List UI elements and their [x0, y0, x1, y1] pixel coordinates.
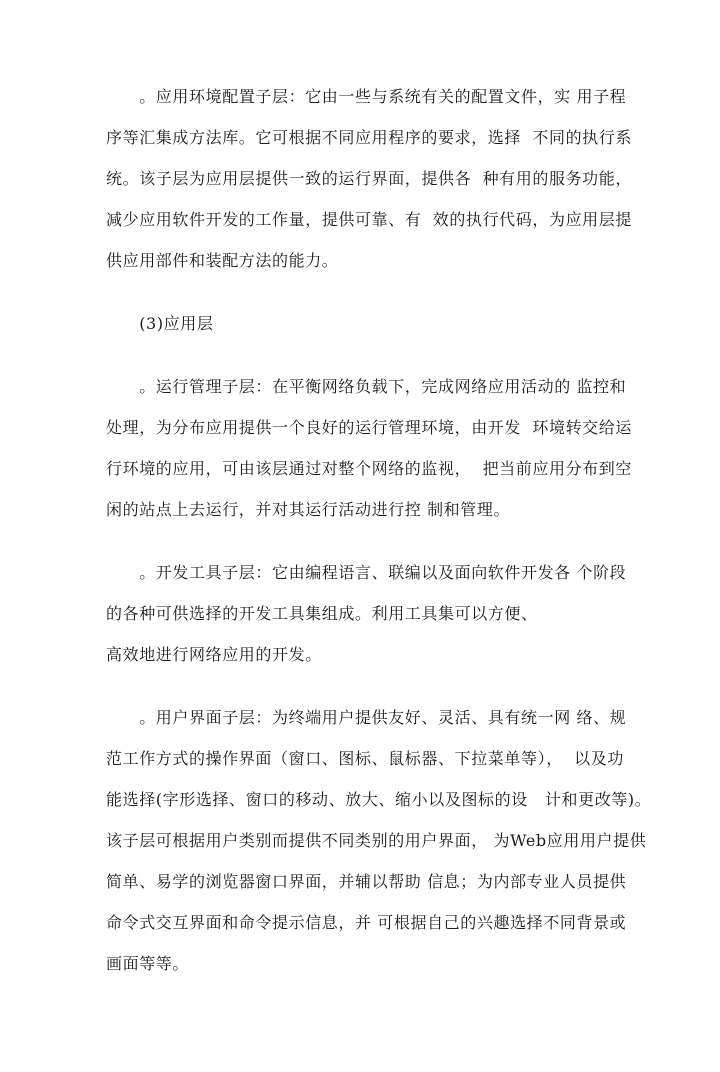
- heading-text: (3)应用层: [106, 314, 214, 333]
- text-line: 供应用部件和装配方法的能力。: [106, 251, 339, 270]
- text-line: 该子层可根据用户类别而提供不同类别的用户界面， 为Web应用用户提供: [106, 831, 647, 850]
- text-line: 统。该子层为应用层提供一致的运行界面，提供各 种有用的服务功能，: [106, 169, 632, 188]
- text-line: 行环境的应用，可由该层通过对整个网络的监视， 把当前应用分布到空: [106, 459, 632, 478]
- text-line: 序等汇集成方法库。它可根据不同应用程序的要求，选择 不同的执行系: [106, 128, 632, 147]
- text-line: 的各种可供选择的开发工具集组成。利用工具集可以方便、: [106, 604, 538, 623]
- text-line: 能选择(字形选择、窗口的移动、放大、缩小以及图标的设 计和更改等)。: [106, 790, 652, 809]
- text-line: 。开发工具子层：它由编程语言、联编以及面向软件开发各 个阶段: [106, 563, 627, 582]
- text-line: 处理，为分布应用提供一个良好的运行管理环境，由开发 环境转交给运: [106, 418, 632, 437]
- text-line: 画面等等。: [106, 954, 190, 973]
- text-line: 范工作方式的操作界面（窗口、图标、鼠标器、下拉菜单等）， 以及功: [106, 749, 624, 768]
- text-line: 。用户界面子层：为终端用户提供友好、灵活、具有统一网 络、规: [106, 708, 627, 727]
- text-line: 。运行管理子层：在平衡网络负载下，完成网络应用活动的 监控和: [106, 377, 627, 396]
- text-line: 简单、易学的浏览器窗口界面，并辅以帮助 信息；为内部专业人员提供: [106, 872, 627, 891]
- text-line: 减少应用软件开发的工作量，提供可靠、有 效的执行代码，为应用层提: [106, 210, 632, 229]
- text-line: 命令式交互界面和命令提示信息，并 可根据自己的兴趣选择不同背景或: [106, 913, 627, 932]
- text-line: 。应用环境配置子层：它由一些与系统有关的配置文件，实 用子程: [106, 87, 627, 106]
- text-line: 高效地进行网络应用的开发。: [106, 645, 322, 664]
- text-line: 闲的站点上去运行，并对其运行活动进行控 制和管理。: [106, 500, 511, 519]
